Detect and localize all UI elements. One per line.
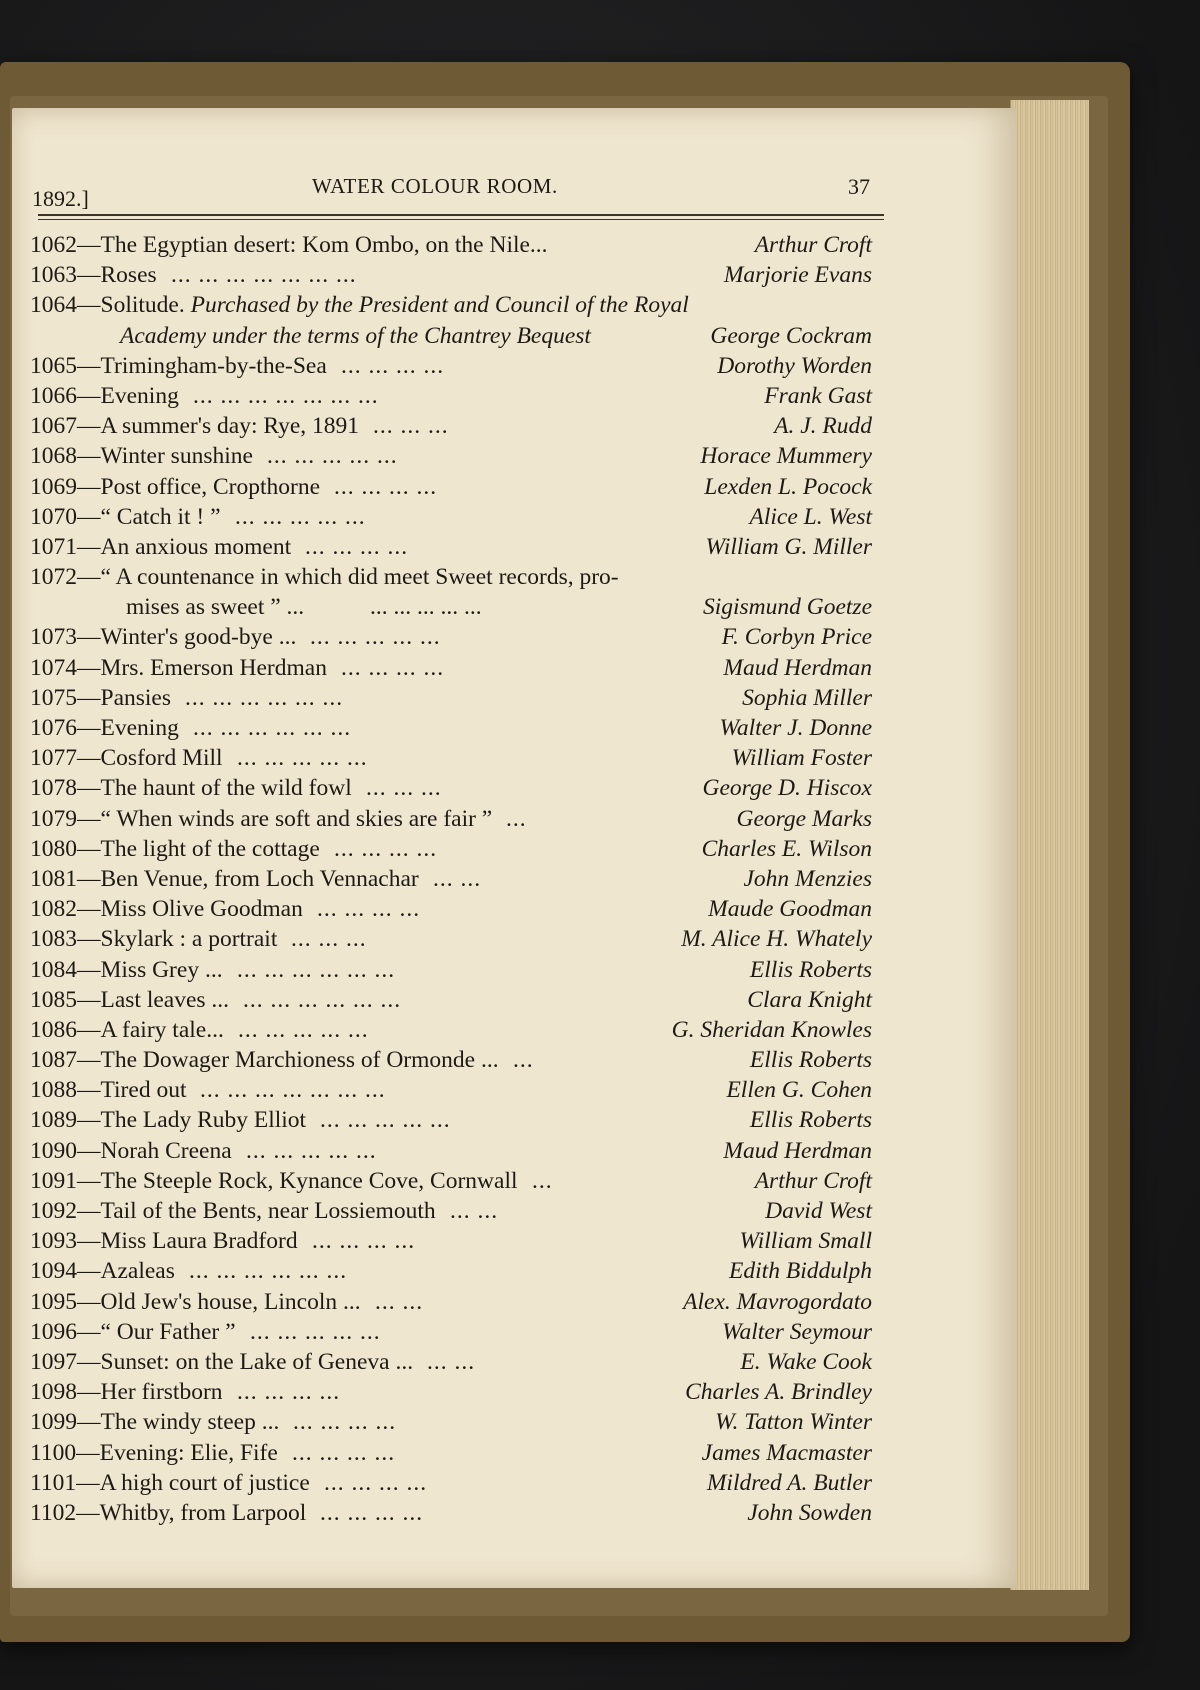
entry-artist: Walter J. Donne [719, 715, 872, 741]
entry-title: 1073—Winter's good-bye ... [30, 624, 297, 651]
catalogue-entry [30, 834, 886, 864]
catalogue-entries [30, 230, 886, 1528]
entry-artist: F. Corbyn Price [721, 624, 872, 651]
entry-leader-dots: ... ... ... ... ... [250, 1318, 381, 1345]
catalogue-entry [30, 804, 886, 834]
catalogue-entry [30, 1498, 886, 1528]
entry-artist: Dorothy Worden [717, 352, 872, 379]
entry-artist: George Cockram [710, 322, 872, 349]
entry-title: 1066—Evening [30, 382, 179, 409]
catalogue-entry [30, 1347, 886, 1377]
entry-artist: Maude Goodman [708, 896, 872, 923]
catalogue-entry [30, 441, 886, 471]
entry-note-continued: Academy under the terms of the Chantrey Bequest [120, 322, 591, 349]
catalogue-entry [30, 230, 886, 260]
entry-leader-dots: ... ... ... ... ... [320, 1107, 451, 1134]
catalogue-entry [30, 1226, 886, 1256]
entry-leader-dots: ... ... ... ... [312, 1228, 416, 1255]
entry-title: 1072—“ A countenance in which did meet Sweet records, pro- [30, 564, 619, 591]
entry-leader-dots: ... ... ... ... ... [237, 745, 368, 772]
entry-leader-dots: ... ... ... ... [324, 1469, 428, 1496]
catalogue-entry [30, 1166, 886, 1196]
entry-artist: Clara Knight [747, 986, 872, 1013]
entry-title: 1100—Evening: Elie, Fife [30, 1439, 278, 1466]
entry-title: 1079—“ When winds are soft and skies are fair ” [30, 805, 493, 832]
entry-artist: Lexden L. Pocock [704, 473, 872, 500]
entry-leader-dots: ... ... ... ... [237, 1379, 341, 1406]
entry-artist: William Foster [731, 745, 872, 772]
entry-title: 1089—The Lady Ruby Elliot [30, 1107, 307, 1134]
catalogue-entry [30, 290, 886, 320]
entry-artist: Frank Gast [764, 382, 872, 409]
entry-leader-dots: ... ... ... ... ... [246, 1137, 377, 1164]
entry-leader-dots: ... ... ... ... [320, 1499, 424, 1526]
entry-title: 1093—Miss Laura Bradford [30, 1228, 298, 1255]
entry-title: 1064—Solitude. [30, 292, 185, 319]
catalogue-entry [30, 622, 886, 652]
entry-title: 1096—“ Our Father ” [30, 1318, 236, 1345]
entry-leader-dots: ... ... ... ... ... ... ... [171, 262, 357, 289]
entry-artist: A. J. Rudd [774, 413, 872, 440]
entry-leader-dots: ... ... [427, 1348, 476, 1375]
entry-artist: George D. Hiscox [702, 775, 872, 802]
entry-artist: Horace Mummery [700, 443, 872, 470]
entry-leader-dots: ... ... ... ... ... ... ... [200, 1077, 386, 1104]
entry-leader-dots: ... ... ... ... ... [238, 1016, 369, 1043]
entry-title: 1099—The windy steep ... [30, 1409, 280, 1436]
entry-title: 1097—Sunset: on the Lake of Geneva ... [30, 1348, 414, 1375]
catalogue-entry [30, 1287, 886, 1317]
entry-continuation [30, 321, 886, 351]
catalogue-entry [30, 683, 886, 713]
entry-title: 1062—The Egyptian desert: Kom Ombo, on the Nile... [30, 232, 548, 258]
entry-artist: Arthur Croft [754, 232, 872, 258]
catalogue-entry [30, 1015, 886, 1045]
entry-leader-dots: ... ... [433, 865, 482, 892]
entry-title: 1068—Winter sunshine [30, 443, 253, 470]
entry-leader-dots: ... ... ... [291, 926, 367, 953]
catalogue-entry [30, 1196, 886, 1226]
running-head [30, 168, 886, 211]
entry-leader-dots: ... ... [450, 1198, 499, 1224]
entry-artist: James Macmaster [701, 1439, 872, 1466]
entry-leader-dots: ... [532, 1167, 553, 1194]
catalogue-entry [30, 894, 886, 924]
entry-artist: Walter Seymour [722, 1318, 872, 1345]
entry-title: 1084—Miss Grey ... [30, 956, 223, 983]
entry-leader-dots: ... ... ... ... [292, 1439, 396, 1466]
entry-title: 1070—“ Catch it ! ” [30, 503, 221, 530]
entry-artist: Edith Biddulph [729, 1258, 872, 1285]
catalogue-entry [30, 351, 886, 381]
catalogue-entry [30, 1136, 886, 1166]
catalogue-entry [30, 502, 886, 532]
entry-title: 1102—Whitby, from Larpool [30, 1499, 307, 1526]
running-head-title: WATER COLOUR ROOM. [312, 174, 558, 198]
entry-leader-dots: ... ... ... ... ... [235, 503, 366, 530]
catalogue-entry [30, 653, 886, 683]
entry-title: 1098—Her firstborn [30, 1379, 223, 1406]
entry-title: 1082—Miss Olive Goodman [30, 896, 303, 923]
entry-title-continued: mises as sweet ” ... [126, 594, 305, 621]
entry-leader-dots: ... ... ... ... ... ... ... [193, 382, 379, 409]
entry-title: 1083—Skylark : a portrait [30, 926, 278, 953]
entry-note: Purchased by the President and Council of the Royal [190, 292, 689, 319]
catalogue-entry [30, 532, 886, 562]
entry-title: 1067—A summer's day: Rye, 1891 [30, 413, 360, 440]
entry-leader-dots: ... [506, 805, 527, 832]
entry-artist: Sigismund Goetze [702, 594, 872, 621]
entry-title: 1085—Last leaves ... [30, 986, 230, 1013]
entry-artist: G. Sheridan Knowles [671, 1016, 872, 1043]
entry-artist: William G. Miller [705, 533, 872, 560]
entry-leader-dots: ... ... ... ... [305, 533, 409, 560]
entry-leader-dots: ... ... ... ... [341, 352, 445, 379]
entry-artist: John Menzies [743, 865, 872, 892]
entry-title: 1071—An anxious moment [30, 533, 292, 560]
entry-title: 1077—Cosford Mill [30, 745, 223, 772]
entry-title: 1092—Tail of the Bents, near Lossiemouth [30, 1198, 436, 1224]
catalogue-entry [30, 1438, 886, 1468]
entry-leader-dots: ... ... ... ... ... ... [189, 1258, 348, 1285]
entry-title: 1095—Old Jew's house, Lincoln ... [30, 1288, 361, 1315]
entry-leader-dots: ... ... ... ... ... [310, 624, 441, 651]
page-content [30, 168, 886, 1528]
page-edges [1010, 100, 1089, 1590]
entry-title: 1090—Norah Creena [30, 1137, 232, 1164]
entry-title: 1076—Evening [30, 715, 179, 741]
entry-leader-dots: ... ... ... ... [317, 896, 421, 923]
entry-artist: William Small [739, 1228, 872, 1255]
entry-artist: Charles E. Wilson [701, 835, 872, 862]
catalogue-entry [30, 260, 886, 290]
catalogue-entry [30, 381, 886, 411]
entry-leader-dots: ... ... ... ... [334, 835, 438, 862]
entry-artist: Marjorie Evans [723, 262, 872, 289]
entry-artist: Ellis Roberts [749, 1047, 872, 1074]
entry-title: 1074—Mrs. Emerson Herdman [30, 654, 327, 681]
catalogue-entry [30, 864, 886, 894]
catalogue-entry [30, 924, 886, 954]
catalogue-entry [30, 472, 886, 502]
entry-title: 1091—The Steeple Rock, Kynance Cove, Cornwall [30, 1167, 518, 1194]
entry-leader-dots: ... ... ... [373, 413, 449, 440]
entry-leader-dots: ... ... ... ... [293, 1409, 397, 1436]
entry-artist: Alex. Mavrogordato [683, 1288, 872, 1315]
entry-artist: Alice L. West [749, 503, 872, 530]
entry-title: 1065—Trimingham-by-the-Sea [30, 352, 327, 379]
entry-continuation [30, 592, 886, 622]
catalogue-entry [30, 1407, 886, 1437]
entry-title: 1075—Pansies [30, 684, 171, 711]
entry-leader-dots: ... ... ... ... [334, 473, 438, 500]
entry-artist: John Sowden [747, 1499, 872, 1526]
entry-leader-dots: ... [513, 1047, 534, 1074]
header-rule [38, 214, 884, 220]
catalogue-entry [30, 1256, 886, 1286]
entry-leader-dots: ... ... ... ... ... ... [237, 956, 396, 983]
entry-artist: David West [765, 1198, 872, 1224]
entry-artist: E. Wake Cook [740, 1348, 872, 1375]
catalogue-entry [30, 1317, 886, 1347]
entry-leader-dots: ... ... ... ... ... [370, 594, 482, 621]
entry-title: 1078—The haunt of the wild fowl [30, 775, 352, 802]
entry-leader-dots: ... ... ... ... ... ... [185, 684, 344, 711]
entry-title: 1069—Post office, Cropthorne [30, 473, 321, 500]
entry-leader-dots: ... ... ... [366, 775, 442, 802]
entry-artist: M. Alice H. Whately [681, 926, 872, 953]
entry-leader-dots: ... ... ... ... ... ... [193, 715, 352, 741]
entry-artist: Arthur Croft [754, 1167, 872, 1194]
entry-artist: Sophia Miller [742, 684, 872, 711]
entry-artist: Ellis Roberts [749, 956, 872, 983]
catalogue-entry [30, 411, 886, 441]
entry-leader-dots: ... ... ... ... [341, 654, 445, 681]
catalogue-entry [30, 1468, 886, 1498]
entry-leader-dots: ... ... [375, 1288, 424, 1315]
entry-artist: George Marks [736, 805, 872, 832]
entry-leader-dots: ... ... ... ... ... [267, 443, 398, 470]
entry-title: 1081—Ben Venue, from Loch Vennachar [30, 865, 419, 892]
catalogue-entry [30, 562, 886, 592]
catalogue-entry [30, 743, 886, 773]
entry-title: 1086—A fairy tale... [30, 1016, 224, 1043]
entry-title: 1063—Roses [30, 262, 157, 289]
entry-title: 1088—Tired out [30, 1077, 187, 1104]
catalogue-entry [30, 1045, 886, 1075]
entry-title: 1080—The light of the cottage [30, 835, 320, 862]
entry-artist: W. Tatton Winter [715, 1409, 872, 1436]
entry-title: 1094—Azaleas [30, 1258, 175, 1285]
entry-artist: Mildred A. Butler [706, 1469, 872, 1496]
entry-artist: Maud Herdman [723, 654, 872, 681]
catalogue-entry [30, 985, 886, 1015]
entry-leader-dots: ... ... ... ... ... ... [243, 986, 402, 1013]
entry-artist: Ellis Roberts [749, 1107, 872, 1134]
page-number: 37 [848, 174, 870, 199]
catalogue-entry [30, 713, 886, 743]
entry-artist: Maud Herdman [723, 1137, 872, 1164]
entry-artist: Charles A. Brindley [685, 1379, 872, 1406]
catalogue-entry [30, 1105, 886, 1135]
catalogue-entry [30, 773, 886, 803]
catalogue-entry [30, 1075, 886, 1105]
entry-artist: Ellen G. Cohen [726, 1077, 872, 1104]
catalogue-entry [30, 1377, 886, 1407]
running-head-year: 1892.] [32, 186, 89, 211]
catalogue-entry [30, 955, 886, 985]
entry-title: 1101—A high court of justice [30, 1469, 310, 1496]
entry-title: 1087—The Dowager Marchioness of Ormonde ... [30, 1047, 499, 1074]
